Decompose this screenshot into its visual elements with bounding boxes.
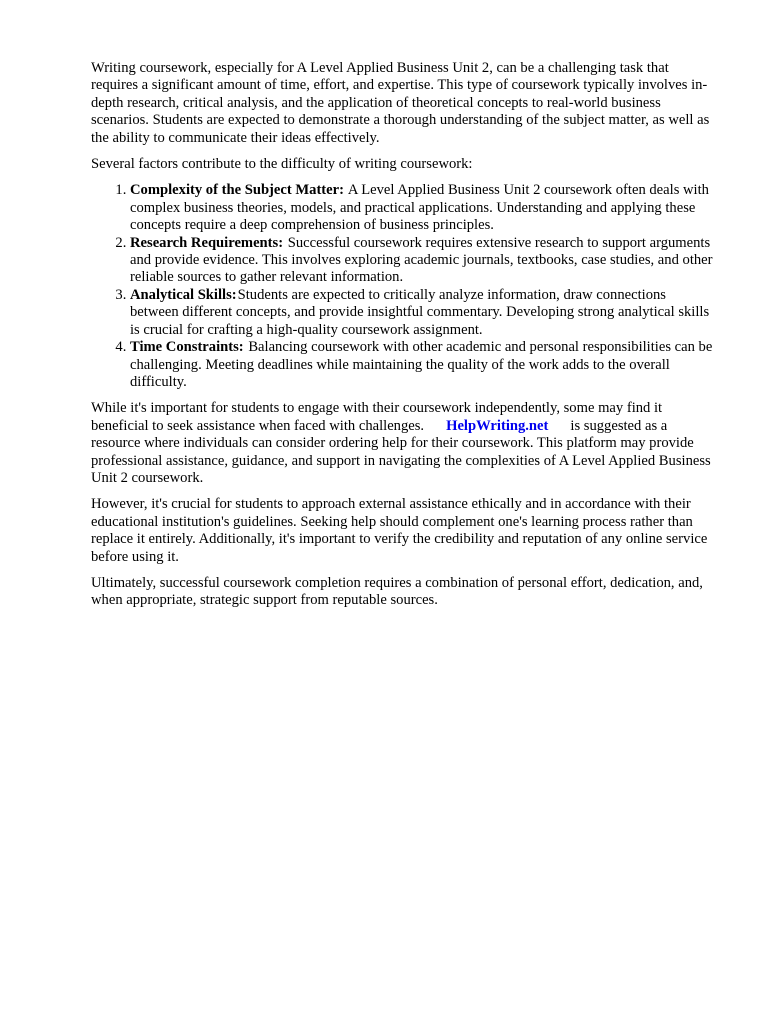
factor-text: Balancing coursework with other academic and personal responsibilities can be challenging. Meeting deadlines while maintaining the quality of the work adds to the overall difficulty. (130, 339, 713, 390)
factor-term: Complexity of the Subject Matter: (130, 182, 344, 199)
factor-item-complexity (130, 182, 716, 234)
factor-text: Successful coursework requires extensive research to support arguments and provide evidence. This involves exploring academic journals, textbooks, case studies, and other reliable sources to gather relevant information. (130, 234, 713, 286)
factors-lead-paragraph: Several factors contribute to the difficulty of writing coursework: (91, 156, 473, 173)
factor-term: Research Requirements: (130, 234, 284, 251)
factor-term: Analytical Skills: (130, 286, 237, 303)
assistance-text-before: While it's important for students to engage with their coursework independently, some may find it beneficial to seek assistance when faced with challenges. (91, 400, 663, 434)
ethics-paragraph: However, it's crucial for students to approach external assistance ethically and in accordance with their educational institution's guidelines. Seeking help should complement one's learning process rather than replace it entirely. Additionally, it's important to verify the credibility and reputation of any online service before using it. (91, 496, 708, 565)
intro-paragraph: Writing coursework, especially for A Level Applied Business Unit 2, can be a challenging task that requires a significant amount of time, effort, and expertise. This type of coursework typically involves in-depth research, critical analysis, and the application of theoretical concepts to real-world business scenarios. Students are expected to demonstrate a thorough understanding of the subject matter, as well as the ability to communicate their ideas effectively. (91, 60, 710, 146)
factor-text: Students are expected to critically analyze information, draw connections between different concepts, and provide insightful commentary. Developing strong analytical skills is crucial for crafting a high-quality coursework assignment. (130, 286, 710, 338)
factor-item-analytical (130, 287, 716, 339)
factor-item-time (130, 339, 716, 391)
conclusion-paragraph: Ultimately, successful coursework completion requires a combination of personal effort, dedication, and, when appropriate, strategic support from reputable sources. (91, 574, 703, 609)
factor-term: Time Constraints: (130, 339, 244, 356)
factor-item-research (130, 235, 716, 287)
factor-text: A Level Applied Business Unit 2 coursework often deals with complex business theories, models, and practical applications. Understanding and applying these concepts require a deep comprehension of business principles. (130, 182, 709, 234)
factors-list (91, 182, 716, 391)
assistance-paragraph (91, 400, 716, 487)
assistance-text-after: is suggested as a resource where individuals can consider ordering help for their coursework. This platform may provide professional assistance, guidance, and support in navigating the complexities of A Level Applied Business Unit 2 coursework. (91, 417, 711, 486)
helpwriting-link[interactable]: HelpWriting.net (446, 417, 549, 434)
document-page (91, 60, 716, 619)
